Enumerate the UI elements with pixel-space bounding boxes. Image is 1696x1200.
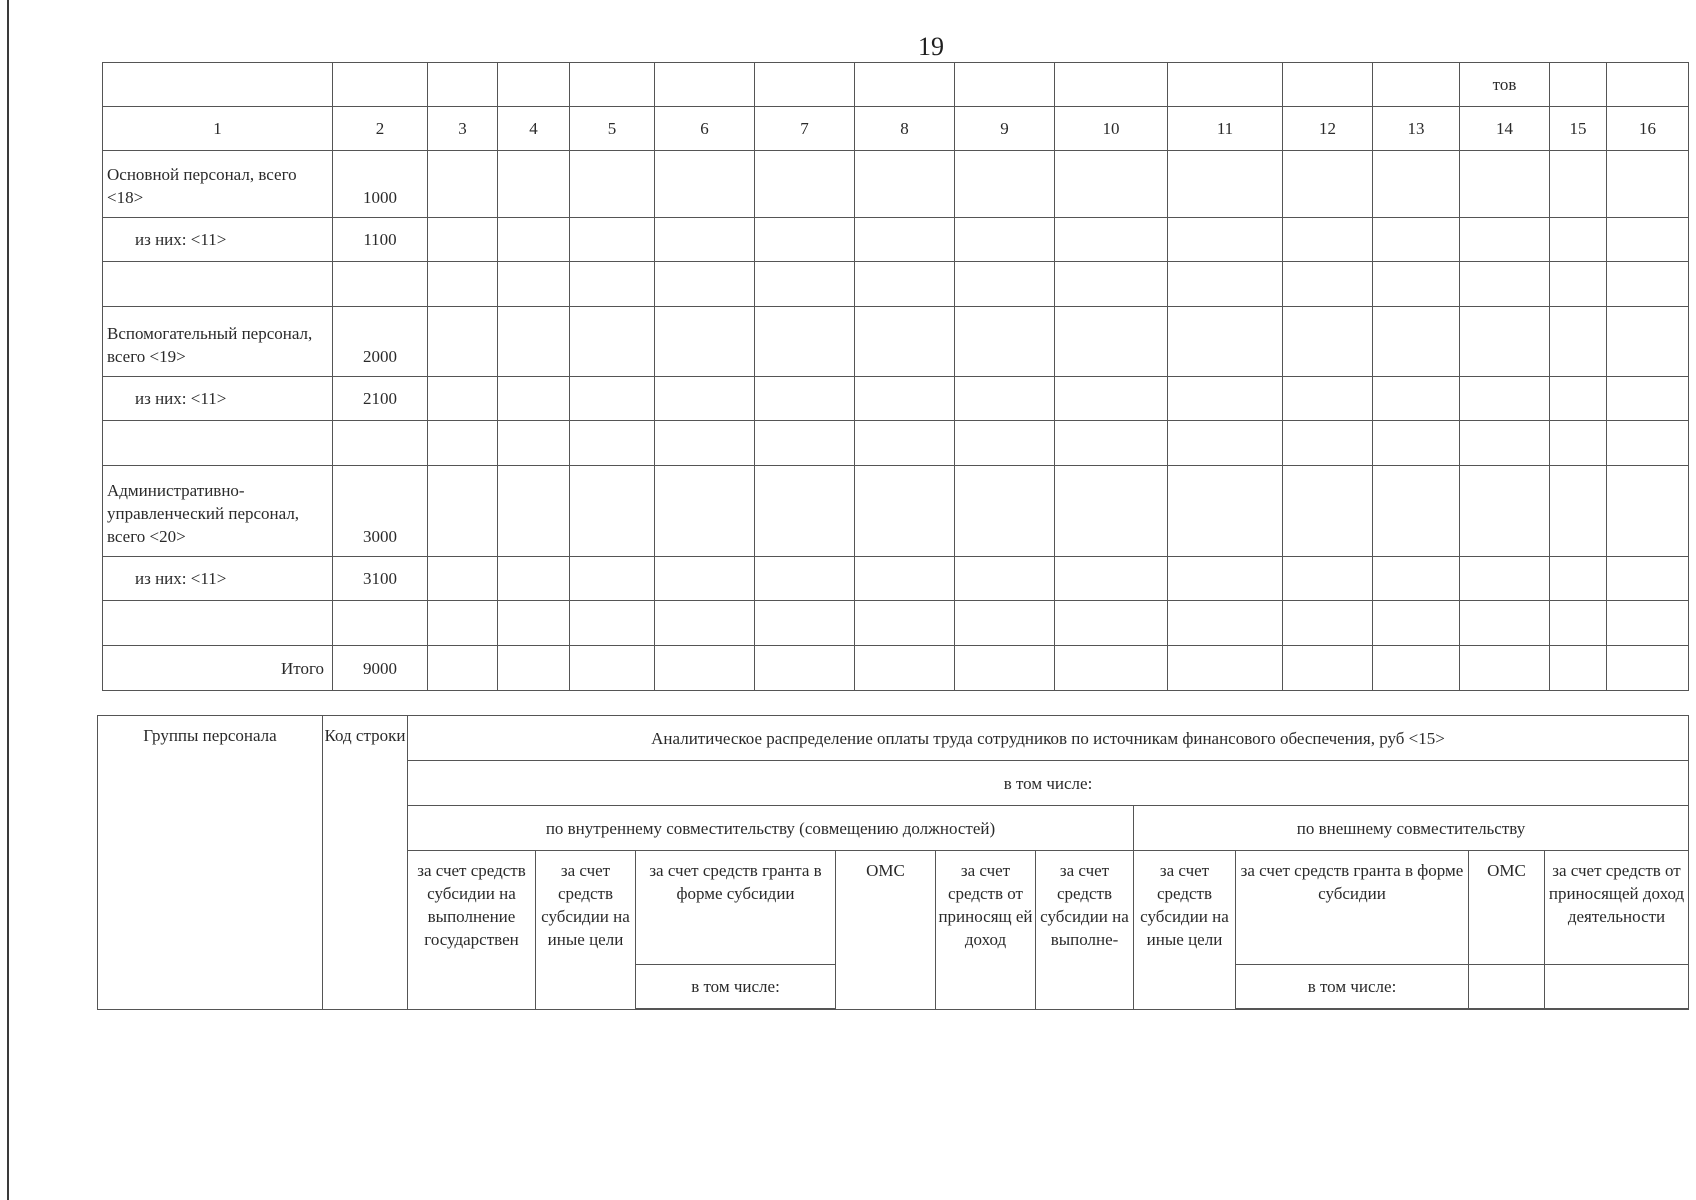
table-row — [103, 601, 1689, 646]
row-code-header: Код строки — [323, 716, 408, 1010]
row-code: 1000 — [333, 151, 428, 218]
table-row — [103, 421, 1689, 466]
external-oms-header: ОМС — [1469, 851, 1545, 965]
internal-other-goals-subsidy-header: за счет средств субсидии на иные цели — [536, 851, 636, 1010]
internal-grant-header: за счет средств гранта в форме субсидии — [636, 851, 836, 965]
row-code — [333, 421, 428, 466]
row-label — [103, 262, 333, 307]
row-code: 2100 — [333, 377, 428, 421]
table-row — [103, 466, 1689, 557]
column-number: 16 — [1607, 107, 1689, 151]
header-fragment-row — [103, 63, 1689, 107]
row-code — [333, 601, 428, 646]
external-income-subcell — [1545, 965, 1689, 1009]
internal-oms-header: ОМС — [836, 851, 936, 1010]
column-number: 13 — [1373, 107, 1460, 151]
column-number: 1 — [103, 107, 333, 151]
table-row — [103, 557, 1689, 601]
row-label: Итого — [103, 646, 333, 691]
internal-combination-header: по внутреннему совместительству (совмещению должностей) — [408, 806, 1134, 851]
row-label: из них: <11> — [103, 218, 333, 262]
row-code — [333, 262, 428, 307]
row-code: 3100 — [333, 557, 428, 601]
table-row — [103, 218, 1689, 262]
row-code: 9000 — [333, 646, 428, 691]
column-number: 12 — [1283, 107, 1373, 151]
column-number: 4 — [498, 107, 570, 151]
internal-grant-including: в том числе: — [636, 965, 836, 1009]
external-other-goals-subsidy-header: за счет средств субсидии на иные цели — [1134, 851, 1236, 1010]
external-income-activity-header: за счет средств от приносящей доход деятельности — [1545, 851, 1689, 965]
page-left-border — [7, 0, 9, 1200]
table-row — [103, 151, 1689, 218]
table-row — [103, 307, 1689, 377]
column-number: 2 — [333, 107, 428, 151]
column-number-row — [103, 107, 1689, 151]
row-code: 2000 — [333, 307, 428, 377]
row-label: из них: <11> — [103, 377, 333, 421]
external-oms-subcell — [1469, 965, 1545, 1009]
external-combination-header: по внешнему совместительству — [1134, 806, 1689, 851]
row-label — [103, 601, 333, 646]
table-row — [103, 646, 1689, 691]
column-number: 3 — [428, 107, 498, 151]
internal-income-activity-header: за счет средств от приносящ ей доход — [936, 851, 1036, 1010]
external-grant-header: за счет средств гранта в форме субсидии — [1236, 851, 1469, 965]
table-row — [103, 262, 1689, 307]
column-number: 8 — [855, 107, 955, 151]
column-number: 15 — [1550, 107, 1607, 151]
row-code: 1100 — [333, 218, 428, 262]
internal-state-task-subsidy-header: за счет средств субсидии на выполнение государствен — [408, 851, 536, 1010]
column-number: 14 — [1460, 107, 1550, 151]
row-code: 3000 — [333, 466, 428, 557]
column-number: 10 — [1055, 107, 1168, 151]
staff-table-continuation — [102, 62, 1689, 691]
row-label — [103, 421, 333, 466]
staff-groups-header: Группы персонала — [98, 716, 323, 1010]
table-row — [103, 377, 1689, 421]
row-label: Вспомогательный персонал, всего <19> — [103, 307, 333, 377]
salary-distribution-header-table — [97, 715, 1689, 1010]
row-label: Административно-управленческий персонал, всего <20> — [103, 466, 333, 557]
external-state-task-subsidy-header: за счет средств субсидии на выполне- — [1036, 851, 1134, 1010]
column-number: 9 — [955, 107, 1055, 151]
page-number: 19 — [918, 32, 944, 61]
column-number: 11 — [1168, 107, 1283, 151]
analytic-distribution-header: Аналитическое распределение оплаты труда сотрудников по источникам финансового обеспечения, руб <15> — [408, 716, 1689, 761]
row-label: Основной персонал, всего <18> — [103, 151, 333, 218]
including-header: в том числе: — [408, 761, 1689, 806]
row-label: из них: <11> — [103, 557, 333, 601]
column-number: 7 — [755, 107, 855, 151]
column-number: 6 — [655, 107, 755, 151]
external-grant-including: в том числе: — [1236, 965, 1469, 1009]
header-fragment-cell: тов — [1460, 63, 1550, 107]
column-number: 5 — [570, 107, 655, 151]
